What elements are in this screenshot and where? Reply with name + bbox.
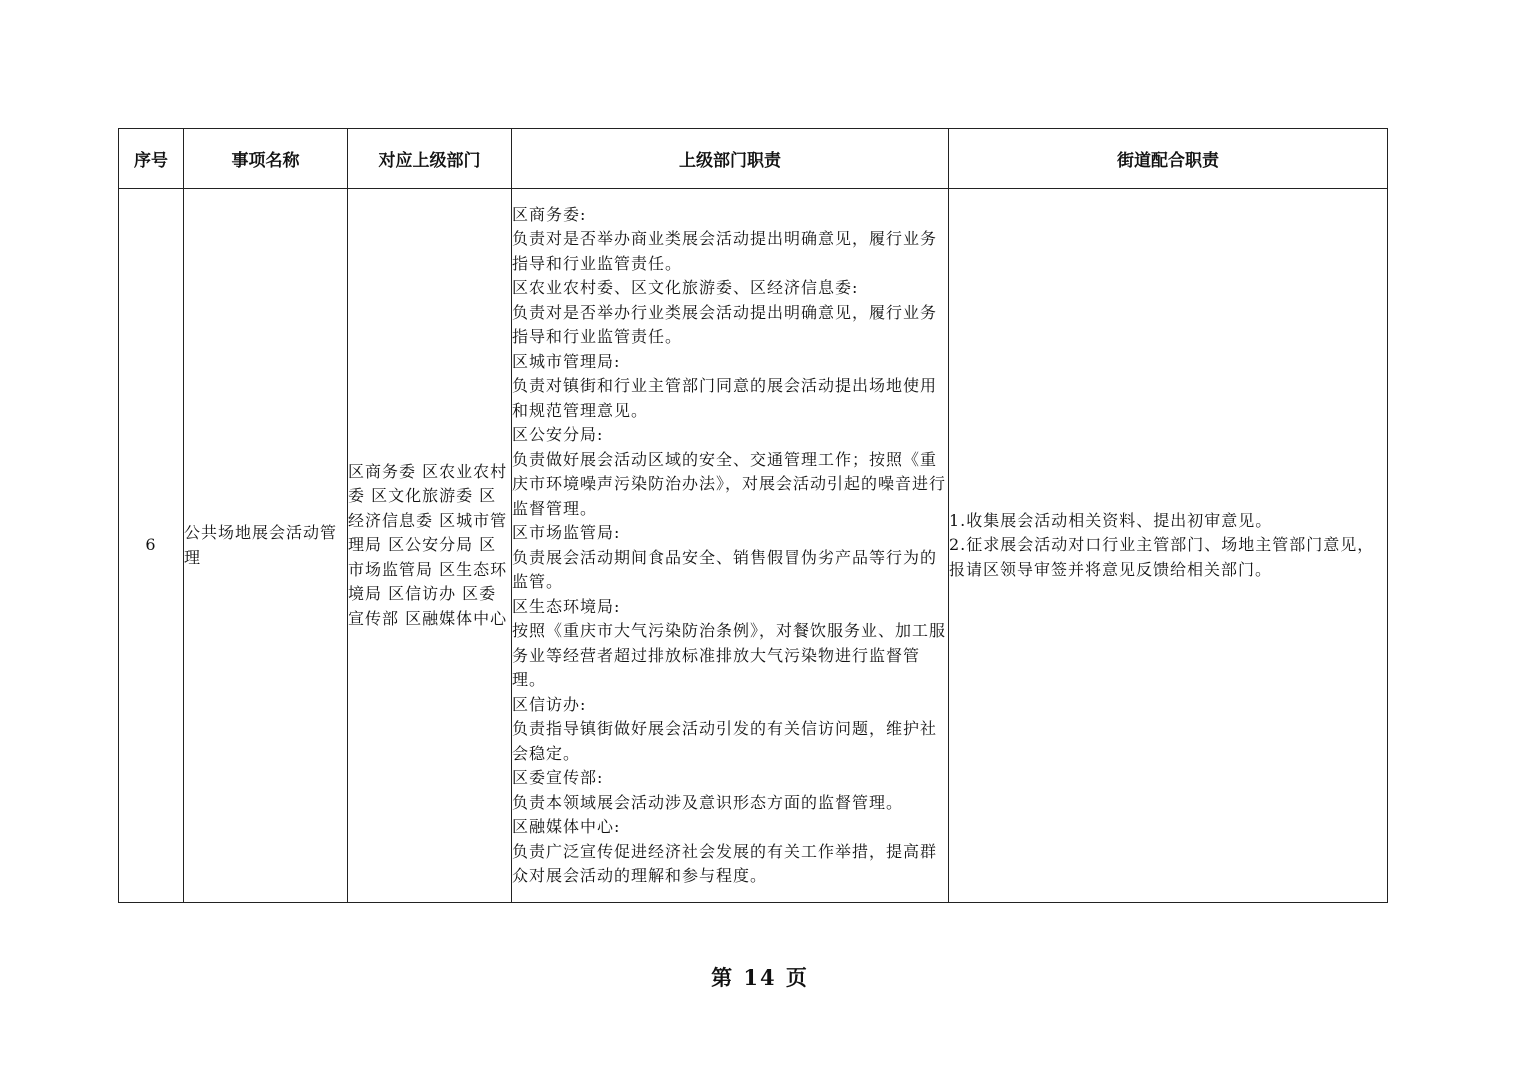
duty-block — [512, 693, 948, 767]
duty-dept-title: 区农业农村委、区文化旅游委、区经济信息委: — [512, 278, 859, 297]
duty-table — [118, 128, 1388, 903]
duty-dept-title: 区市场监管局: — [512, 523, 621, 542]
cell-dept-duties — [512, 189, 949, 903]
duty-dept-title: 区融媒体中心: — [512, 817, 621, 836]
page-number: 第 14 页 — [711, 965, 809, 990]
duty-dept-title: 区公安分局: — [512, 425, 604, 444]
duty-block — [512, 423, 948, 521]
header-street-duties: 街道配合职责 — [949, 129, 1388, 189]
cell-item-name: 公共场地展会活动管理 — [184, 189, 348, 903]
duty-text: 按照《重庆市大气污染防治条例》，对餐饮服务业、加工服务业等经营者超过排放标准排放大气污染物进行监督管理。 — [512, 621, 947, 689]
duty-dept-title: 区城市管理局: — [512, 351, 621, 371]
duty-block — [512, 595, 948, 693]
duty-text: 负责展会活动期间食品安全、销售假冒伪劣产品等行为的监管。 — [512, 547, 938, 591]
street-duty-item: 1.收集展会活动相关资料、提出初审意见。 — [949, 510, 1273, 530]
duty-dept-title: 区信访办: — [512, 694, 587, 714]
duty-block — [512, 350, 948, 424]
duty-block — [512, 766, 948, 815]
header-dept: 对应上级部门 — [348, 129, 512, 189]
duty-text: 负责广泛宣传促进经济社会发展的有关工作举措，提高群众对展会活动的理解和参与程度。 — [512, 841, 938, 885]
cell-dept: 区商务委 区农业农村委 区文化旅游委 区经济信息委 区城市管理局 区公安分局 区市场监管局 区生态环境局 区信访办 区委宣传部 区融媒体中心 — [348, 189, 512, 903]
duty-block — [512, 815, 948, 889]
duty-dept-title: 区生态环境局: — [512, 596, 621, 616]
duty-block — [512, 203, 948, 277]
duty-text: 负责本领域展会活动涉及意识形态方面的监督管理。 — [512, 792, 904, 812]
header-index: 序号 — [119, 129, 184, 189]
cell-street-duties — [949, 189, 1388, 903]
header-dept-duties: 上级部门职责 — [512, 129, 949, 189]
duty-text: 负责对是否举办行业类展会活动提出明确意见，履行业务指导和行业监管责任。 — [512, 302, 938, 346]
table-row — [119, 189, 1388, 903]
header-item-name: 事项名称 — [184, 129, 348, 189]
duty-text: 负责指导镇街做好展会活动引发的有关信访问题，维护社会稳定。 — [512, 719, 938, 763]
duty-block — [512, 521, 948, 595]
duty-block — [512, 276, 948, 350]
table-header-row — [119, 129, 1388, 189]
duty-text: 负责做好展会活动区域的安全、交通管理工作；按照《重庆市环境噪声污染防治办法》，对展会活动引起的噪音进行监督管理。 — [512, 449, 947, 518]
duty-text: 负责对是否举办商业类展会活动提出明确意见，履行业务指导和行业监管责任。 — [512, 229, 938, 273]
cell-index: 6 — [119, 189, 184, 903]
duty-dept-title: 区委宣传部: — [512, 768, 604, 787]
street-duty-item: 2.征求展会活动对口行业主管部门、场地主管部门意见，报请区领导审签并将意见反馈给相关部门。 — [949, 535, 1375, 579]
duty-text: 负责对镇街和行业主管部门同意的展会活动提出场地使用和规范管理意见。 — [512, 376, 938, 420]
duty-dept-title: 区商务委: — [512, 204, 587, 224]
